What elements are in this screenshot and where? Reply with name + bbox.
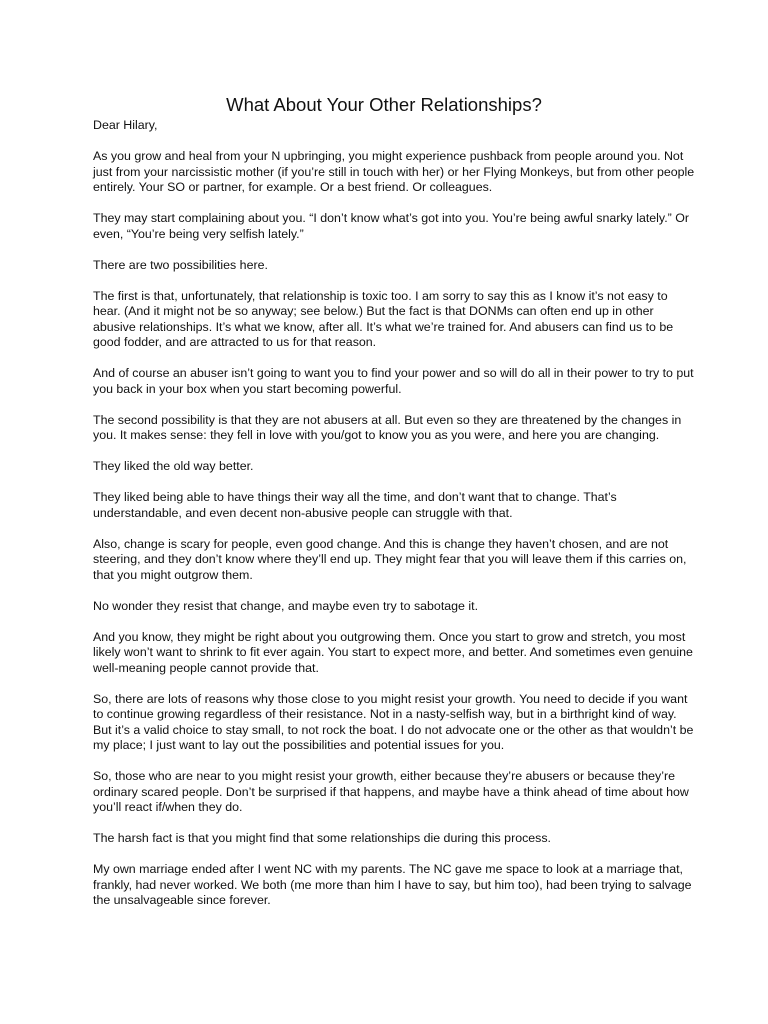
text-line: abusive relationships. It’s what we know, after all. It’s what we’re trained for. And abusers can find us to be — [93, 319, 674, 334]
paragraph — [93, 366, 694, 397]
text-line: you back in your box when you start becoming powerful. — [93, 381, 402, 396]
text-line: even, “You’re being very selfish lately.” — [93, 226, 304, 241]
text-line: hear. (And it might not be so anyway; see below.) But the fact is that DONMs can often end up in other — [93, 304, 654, 318]
paragraph — [93, 258, 683, 274]
text-line: understandable, and even decent non-abusive people can struggle with that. — [93, 505, 513, 520]
text-line: ordinary scared people. Don’t be surprised if that happens, and maybe have a think ahead of time about how — [93, 784, 689, 799]
text-line: that you might outgrow them. — [93, 567, 253, 582]
text-line: They may start complaining about you. “I don’t know what’s got into you. You’re being awful snarky lately.” Or — [93, 211, 689, 225]
paragraph — [93, 459, 683, 475]
text-line: So, those who are near to you might resist your growth, either because they’re abusers or because they’re — [93, 769, 675, 783]
text-line: my place; I just want to lay out the possibilities and potential issues for you. — [93, 738, 505, 752]
text-line: They liked the old way better. — [93, 459, 254, 473]
text-line: frankly, had never worked. We both (me more than him I have to say, but him too), had been trying to salvage — [93, 877, 692, 892]
text-line: And you know, they might be right about you outgrowing them. Once you start to grow and stretch, you most — [93, 629, 686, 644]
paragraph — [93, 629, 693, 677]
text-line: No wonder they resist that change, and maybe even try to sabotage it. — [93, 598, 479, 613]
text-line: just from your narcissistic mother (if you’re still in touch with her) or her Flying Monkeys, but from other people — [93, 164, 695, 179]
text-line: likely won’t want to shrink to fit ever again. You start to expect more, and better. And sometimes even genuine — [93, 645, 693, 659]
text-line: you’ll react if/when they do. — [93, 800, 243, 814]
paragraph — [93, 769, 689, 816]
paragraph — [93, 831, 683, 847]
text-line: The harsh fact is that you might find that some relationships die during this process. — [93, 831, 551, 845]
text-line: My own marriage ended after I went NC with my parents. The NC gave me space to look at a marriage that, — [93, 862, 683, 876]
text-line: But it’s a valid choice to stay small, to not rock the boat. I do not advocate one or the other as that wouldn’t be — [93, 722, 694, 737]
text-line: you. It makes sense: they fell in love with you/got to know you as you were, and here you are changing. — [93, 428, 660, 442]
text-line: Also, change is scary for people, even good change. And this is change they haven’t chosen, and are not — [93, 536, 669, 551]
text-line: Dear Hilary, — [93, 118, 158, 132]
text-line: They liked being able to have things their way all the time, and don’t want that to change. That’s — [93, 490, 617, 504]
text-line: There are two possibilities here. — [93, 257, 268, 272]
text-line: So, there are lots of reasons why those close to you might resist your growth. You need to decide if you want — [93, 691, 688, 706]
paragraph — [93, 599, 683, 615]
text-line: entirely. Your SO or partner, for example. Or a best friend. Or colleagues. — [93, 180, 493, 194]
paragraph — [93, 862, 692, 909]
salutation — [93, 118, 683, 134]
text-line: As you grow and heal from your N upbringing, you might experience pushback from people around you. Not — [93, 149, 684, 163]
paragraph — [93, 211, 689, 242]
document-body — [93, 118, 695, 924]
paragraph — [93, 289, 683, 351]
document-title: What About Your Other Relationships? — [226, 94, 542, 115]
paragraph — [93, 413, 683, 444]
text-line: The second possibility is that they are not abusers at all. But even so they are threatened by the changes in — [93, 412, 682, 427]
paragraph — [93, 490, 683, 521]
text-line: And of course an abuser isn’t going to want you to find your power and so will do all in their power to try to put — [93, 366, 694, 380]
text-line: the unsalvageable since forever. — [93, 893, 271, 907]
text-line: to continue growing regardless of their resistance. Not in a nasty-selfish way, but in a birthright kind of way. — [93, 707, 677, 721]
paragraph — [93, 691, 694, 754]
paragraph — [93, 536, 687, 584]
text-line: well-meaning people cannot provide that. — [93, 660, 319, 675]
text-line: good fodder, and are attracted to us for that reason. — [93, 335, 377, 349]
text-line: steering, and they don’t know where they’ll end up. They might fear that you will leave them if this carries on, — [93, 552, 687, 566]
paragraph — [93, 149, 695, 196]
text-line: The first is that, unfortunately, that relationship is toxic too. I am sorry to say this as I know it’s not easy to — [93, 288, 668, 303]
